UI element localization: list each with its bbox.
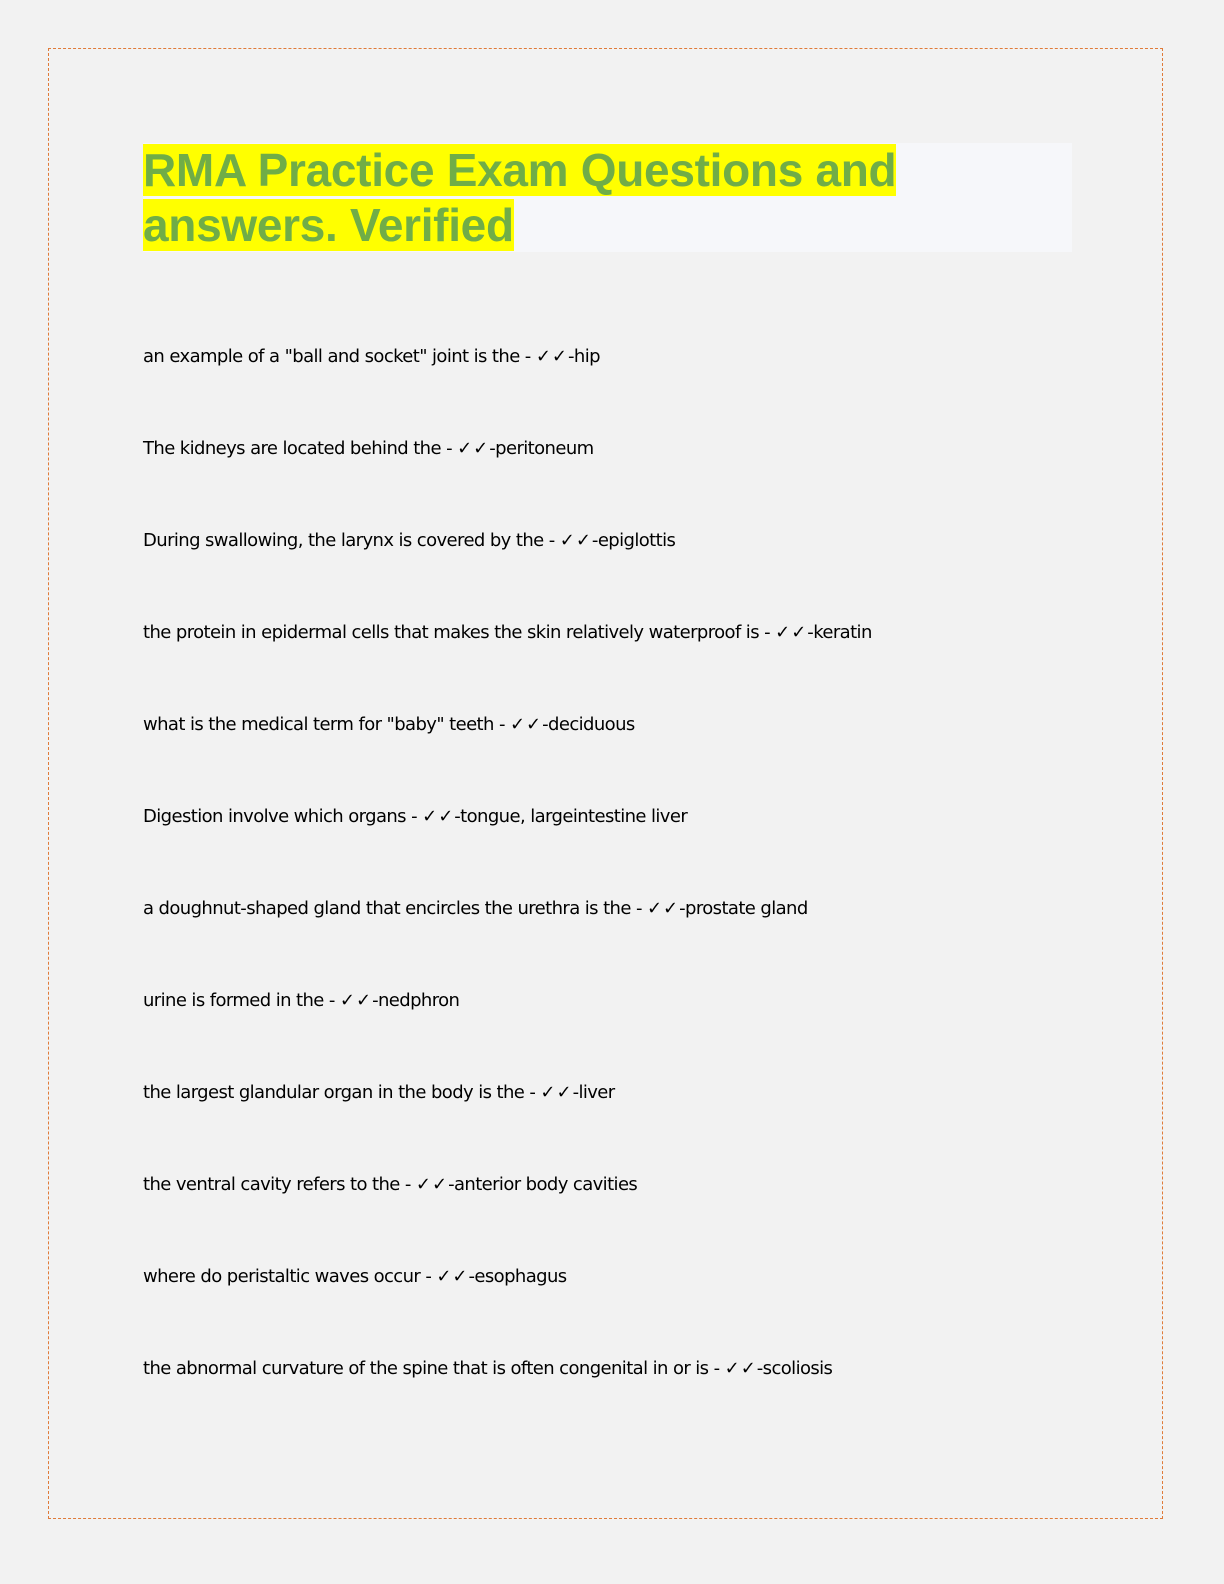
question-text: the abnormal curvature of the spine that is often congenital in or is [143,1358,709,1379]
separator: - [399,1174,416,1195]
answer-text: -epiglottis [591,530,676,551]
answer-text: -nedphron [372,990,460,1011]
question-item [143,1076,872,1168]
question-item [143,524,872,616]
answer-text: -esophagus [468,1266,567,1287]
answer-text: -scoliosis [756,1358,833,1379]
separator: - [405,806,423,827]
question-item [143,1260,872,1352]
answer-text: -anterior body cavities [448,1174,638,1195]
answer-text: -liver [572,1082,615,1103]
question-text: the ventral cavity refers to the [143,1174,400,1195]
separator: - [519,346,536,367]
separator: - [758,622,776,643]
answer-text: -peritoneum [489,438,594,459]
question-item [143,1352,872,1444]
double-check-icon: ✓✓ [646,898,680,919]
double-check-icon: ✓✓ [415,1174,449,1195]
question-text: the largest glandular organ in the body is the [143,1082,525,1103]
page-title [143,143,1072,252]
title-line-1: RMA Practice Exam Questions and [143,144,897,196]
answer-text: -prostate gland [679,898,808,919]
double-check-icon: ✓✓ [436,1266,469,1287]
question-text: the protein in epidermal cells that makes the skin relatively waterproof is [143,622,759,643]
question-item [143,340,872,432]
question-item [143,616,872,708]
separator: - [323,990,340,1011]
question-item [143,1168,872,1260]
answer-text: -hip [567,346,600,367]
double-check-icon: ✓✓ [422,806,455,827]
separator: - [630,898,647,919]
title-line-2: answers. Verified [143,198,514,251]
double-check-icon: ✓✓ [540,1082,573,1103]
separator: - [708,1358,725,1379]
question-text: where do peristaltic waves occur [143,1266,421,1287]
question-item [143,892,872,984]
question-text: The kidneys are located behind the [143,438,441,459]
double-check-icon: ✓✓ [457,438,490,459]
question-text: a doughnut-shaped gland that encircles the urethra is the [143,898,631,919]
question-item [143,708,872,800]
separator: - [543,530,560,551]
question-item [143,800,872,892]
answer-text: -keratin [807,622,872,643]
double-check-icon: ✓✓ [559,530,592,551]
separator: - [420,1266,437,1287]
separator: - [524,1082,541,1103]
question-item [143,984,872,1076]
separator: - [440,438,458,459]
answer-text: -tongue, largeintestine liver [454,806,688,827]
separator: - [493,714,510,735]
answer-text: -deciduous [542,714,635,735]
question-list [143,340,872,1444]
double-check-icon: ✓✓ [724,1358,757,1379]
question-text: During swallowing, the larynx is covered by the [143,530,544,551]
double-check-icon: ✓✓ [509,714,543,735]
title-block [143,143,1072,252]
question-item [143,432,872,524]
question-text: what is the medical term for "baby" teeth [143,714,494,735]
double-check-icon: ✓✓ [535,346,568,367]
double-check-icon: ✓✓ [339,990,373,1011]
question-text: Digestion involve which organs [143,806,406,827]
question-text: urine is formed in the [143,990,324,1011]
question-text: an example of a "ball and socket" joint is the [143,346,520,367]
double-check-icon: ✓✓ [775,622,808,643]
